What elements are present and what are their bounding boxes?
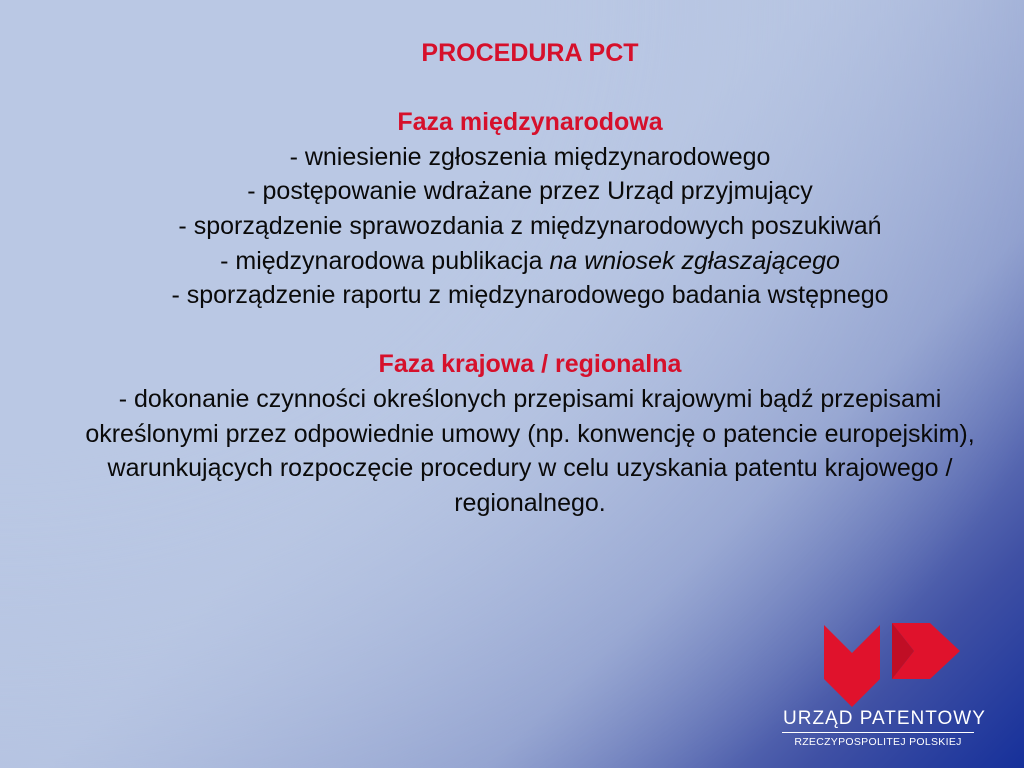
logo-text-line2: RZECZYPOSPOLITEJ POLSKIEJ (794, 736, 962, 748)
slide-text (0, 36, 1024, 520)
list-item: - postępowanie wdrażane przez Urząd przyjmujący (247, 177, 813, 206)
logo-divider (782, 732, 974, 733)
list-item-prefix: - międzynarodowa publikacja (220, 246, 550, 275)
list-item-publication (0, 244, 1024, 279)
section-heading-international: Faza międzynarodowa (397, 108, 663, 137)
section-paragraph: - dokonanie czynności określonych przepisami krajowymi bądź przepisami określonymi przez odpowiednie umowy (np. konwencję o patencie europejskim), warunkujących rozpoczęcie procedury w celu uzyskania patentu krajowego / regionalnego. (85, 384, 975, 517)
section-heading-national: Faza krajowa / regionalna (378, 350, 682, 379)
list-item: - sporządzenie raportu z międzynarodowego badania wstępnego (171, 281, 889, 310)
list-item-italic: na wniosek zgłaszającego (549, 246, 840, 275)
list-item: - sporządzenie sprawozdania z międzynarodowych poszukiwań (178, 211, 882, 240)
list-item: - wniesienie zgłoszenia międzynarodowego (289, 142, 771, 171)
spacer (0, 313, 1024, 348)
logo-left-shape (824, 625, 880, 707)
spacer (0, 71, 1024, 106)
logo-text-line1: URZĄD PATENTOWY (783, 708, 986, 729)
slide-title: PROCEDURA PCT (421, 39, 639, 67)
